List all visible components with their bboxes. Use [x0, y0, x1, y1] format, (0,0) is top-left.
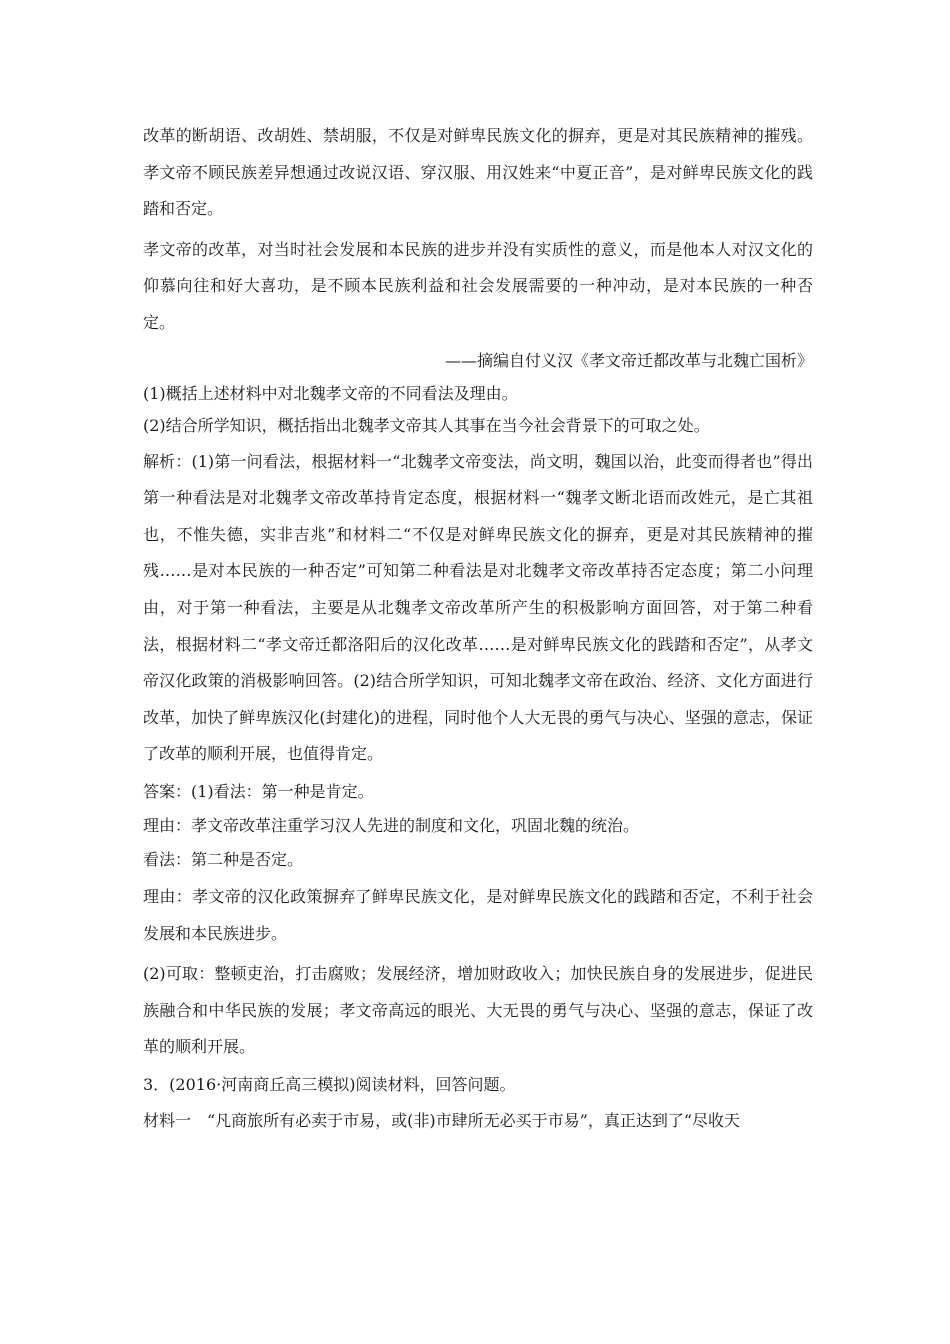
- material-one-text: 材料一 “凡商旅所有必卖于市易，或(非)市肆所无必买于市易”，真正达到了“尽收天: [143, 1110, 741, 1130]
- document-body: [143, 118, 813, 1136]
- analysis-paragraph: 解析：(1)第一问看法，根据材料一“北魏孝文帝变法，尚文明，魏国以治，此变而得者也”得出第一种看法是对北魏孝文帝改革持肯定态度，根据材料一“魏孝文断北语而改姓元，是亡其祖也，不惟失德，实非吉兆”和材料二“不仅是对鲜卑民族文化的摒弃，更是对其民族精神的摧残……是对本民族的一种否定”可知第二种看法是对北魏孝文帝改革持否定态度；第二小问理由，对于第一种看法，主要是从北魏孝文帝改革所产生的积极影响方面回答，对于第二种看法，根据材料二“孝文帝迁都洛阳后的汉化改革……是对鲜卑民族文化的践踏和否定”，从孝文帝汉化政策的消极影响回答。(2)结合所学知识，可知北魏孝文帝在政治、经济、文化方面进行改革，加快了鲜卑族汉化(封建化)的进程，同时他个人大无畏的勇气与决心、坚强的意志，保证了改革的顺利开展，也值得肯定。: [143, 451, 813, 764]
- answer-line: 答案：(1)看法：第一种是肯定。: [143, 781, 374, 801]
- question-3-heading: 3．(2016·河南商丘高三模拟)阅读材料，回答问题。: [143, 1074, 516, 1094]
- merits-answer: (2)可取：整顿吏治，打击腐败；发展经济，增加财政收入；加快民族自身的发展进步，促进民族融合和中华民族的发展；孝文帝高远的眼光、大无畏的勇气与决心、坚强的意志，保证了改革的顺利开展。: [143, 964, 813, 1057]
- material-two-paragraph-2: 孝文帝的改革，对当时社会发展和本民族的进步并没有实质性的意义，而是他本人对汉文化的仰慕向往和好大喜功，是不顾本民族利益和社会发展需要的一种冲动，是对本民族的一种否定。: [143, 239, 813, 332]
- material-two-paragraph: 改革的断胡语、改胡姓、禁胡服，不仅是对鲜卑民族文化的摒弃，更是对其民族精神的摧残。孝文帝不顾民族差异想通过改说汉语、穿汉服、用汉姓来“中夏正音”，是对鲜卑民族文化的践踏和否定。: [143, 126, 813, 219]
- question-1: (1)概括上述材料中对北魏孝文帝的不同看法及理由。: [143, 383, 518, 403]
- reason-1: 理由：孝文帝改革注重学习汉人先进的制度和文化，巩固北魏的统治。: [143, 815, 640, 835]
- view-2: 看法：第二种是否定。: [143, 849, 304, 869]
- source-citation: ——摘编自付义汉《孝文帝迁都改革与北魏亡国析》: [444, 350, 813, 370]
- question-2: (2)结合所学知识，概括指出北魏孝文帝其人其事在当今社会背景下的可取之处。: [143, 415, 710, 435]
- reason-2: 理由：孝文帝的汉化政策摒弃了鲜卑民族文化，是对鲜卑民族文化的践踏和否定，不利于社会发展和本民族进步。: [143, 886, 813, 943]
